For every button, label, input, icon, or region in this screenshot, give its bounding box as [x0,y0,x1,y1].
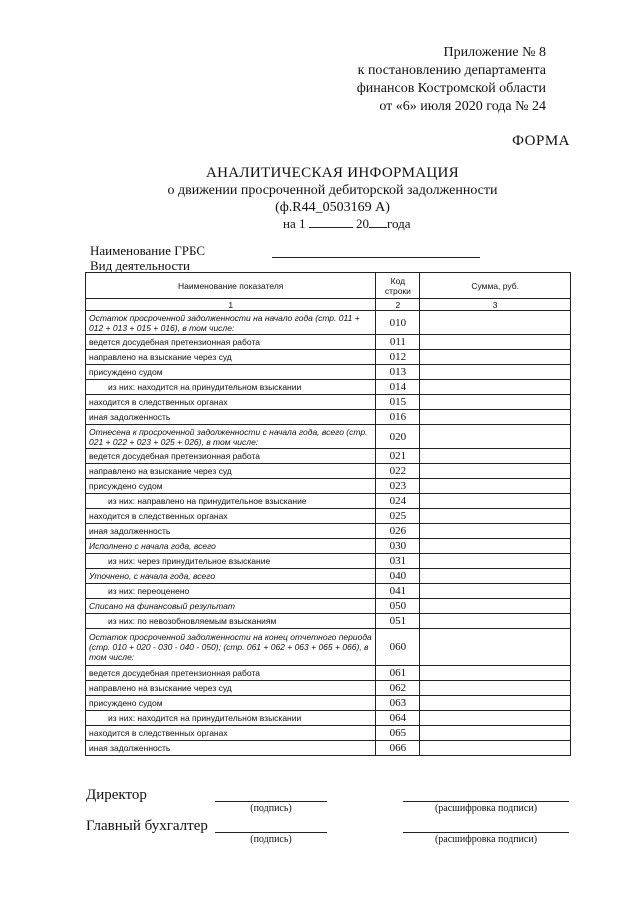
date-year-blank[interactable] [369,227,387,228]
row-indicator-name: из них: находится на принудительном взыскании [86,380,376,395]
table-row [86,380,571,395]
document-subtitle: о движении просроченной дебиторской задолженности [167,183,498,198]
table-row [86,584,571,599]
table-row [86,395,571,410]
row-sum-cell[interactable] [420,449,571,464]
table-row [86,711,571,726]
row-indicator-name: из них: по невозобновляемым взысканиям [86,614,376,629]
row-code: 060 [376,629,420,666]
row-code: 026 [376,524,420,539]
date-year: 20 [355,216,369,231]
date-prefix: на 1 [283,216,306,231]
row-indicator-name: Отнесена к просроченной задолженности с начала года, всего (стр. 021 + 022 + 023 + 025 + 026), в том числе: [86,425,376,449]
row-code: 013 [376,365,420,380]
row-indicator-name: иная задолженность [86,410,376,425]
row-code: 020 [376,425,420,449]
accountant-decoding-line[interactable] [403,832,569,833]
table-row [86,509,571,524]
row-indicator-name: Уточнено, с начала года, всего [86,569,376,584]
col-header-sum: Сумма, руб. [420,273,571,299]
form-code: (ф.R44_0503169 А) [275,200,390,215]
table-row [86,311,571,335]
document-title: АНАЛИТИЧЕСКАЯ ИНФОРМАЦИЯ [206,165,459,181]
table-row [86,666,571,681]
indicators-table [85,272,571,756]
table-row [86,494,571,509]
date-day-blank[interactable] [309,227,353,228]
row-sum-cell[interactable] [420,350,571,365]
row-code: 022 [376,464,420,479]
row-indicator-name: ведется досудебная претензионная работа [86,666,376,681]
row-code: 064 [376,711,420,726]
table-row [86,365,571,380]
row-code: 050 [376,599,420,614]
col-header-code: Код строки [376,273,420,299]
row-indicator-name: иная задолженность [86,741,376,756]
grbs-field[interactable] [272,257,480,258]
table-row [86,599,571,614]
row-indicator-name: иная задолженность [86,524,376,539]
row-sum-cell[interactable] [420,666,571,681]
col-number-3: 3 [420,299,571,311]
row-indicator-name: находится в следственных органах [86,726,376,741]
row-sum-cell[interactable] [420,380,571,395]
appendix-department: финансов Костромской области [356,81,546,96]
row-code: 040 [376,569,420,584]
table-numbering-row [86,299,571,311]
accountant-decoding-caption: (расшифровка подписи) [434,834,538,845]
table-row [86,681,571,696]
director-decoding-caption: (расшифровка подписи) [434,803,538,814]
row-code: 014 [376,380,420,395]
row-code: 063 [376,696,420,711]
table-row [86,726,571,741]
row-sum-cell[interactable] [420,479,571,494]
table-row [86,614,571,629]
row-indicator-name: направлено на взыскание через суд [86,681,376,696]
report-date [283,216,411,232]
row-sum-cell[interactable] [420,365,571,380]
row-sum-cell[interactable] [420,711,571,726]
row-indicator-name: из них: переоценено [86,584,376,599]
table-row [86,350,571,365]
table-row [86,410,571,425]
row-indicator-name: из них: направлено на принудительное взыскание [86,494,376,509]
row-code: 012 [376,350,420,365]
table-row [86,569,571,584]
table-row [86,335,571,350]
row-sum-cell[interactable] [420,410,571,425]
row-sum-cell[interactable] [420,395,571,410]
row-code: 061 [376,666,420,681]
row-sum-cell[interactable] [420,681,571,696]
row-indicator-name: присуждено судом [86,696,376,711]
director-signature-line[interactable] [215,801,327,802]
row-sum-cell[interactable] [420,425,571,449]
grbs-label: Наименование ГРБС [90,243,206,258]
activity-label: Вид деятельности [90,258,190,273]
row-sum-cell[interactable] [420,614,571,629]
row-indicator-name: направлено на взыскание через суд [86,350,376,365]
row-code: 051 [376,614,420,629]
row-sum-cell[interactable] [420,464,571,479]
table-row [86,479,571,494]
appendix-resolution: к постановлению департамента [357,63,546,78]
table-row [86,696,571,711]
row-code: 015 [376,395,420,410]
director-label: Директор [86,787,147,803]
col-number-1: 1 [86,299,376,311]
row-sum-cell[interactable] [420,554,571,569]
row-code: 031 [376,554,420,569]
row-sum-cell[interactable] [420,741,571,756]
table-row [86,554,571,569]
table-row [86,741,571,756]
row-indicator-name: направлено на взыскание через суд [86,464,376,479]
table-row [86,629,571,666]
accountant-signature-line[interactable] [215,832,327,833]
table-header-row [86,273,571,299]
row-indicator-name: находится в следственных органах [86,509,376,524]
row-indicator-name: ведется досудебная претензионная работа [86,449,376,464]
row-code: 025 [376,509,420,524]
row-code: 010 [376,311,420,335]
row-code: 030 [376,539,420,554]
row-sum-cell[interactable] [420,524,571,539]
row-sum-cell[interactable] [420,509,571,524]
table-row [86,464,571,479]
row-sum-cell[interactable] [420,696,571,711]
row-code: 021 [376,449,420,464]
row-sum-cell[interactable] [420,539,571,554]
table-row [86,449,571,464]
row-indicator-name: из них: находится на принудительном взыскании [86,711,376,726]
row-sum-cell[interactable] [420,494,571,509]
row-sum-cell[interactable] [420,335,571,350]
accountant-label: Главный бухгалтер [86,818,208,834]
row-sum-cell[interactable] [420,599,571,614]
row-indicator-name: присуждено судом [86,479,376,494]
row-indicator-name: Исполнено с начала года, всего [86,539,376,554]
row-code: 065 [376,726,420,741]
row-sum-cell[interactable] [420,311,571,335]
row-code: 011 [376,335,420,350]
table-row [86,425,571,449]
row-code: 024 [376,494,420,509]
col-header-name: Наименование показателя [86,273,376,299]
row-indicator-name: Списано на финансовый результат [86,599,376,614]
row-indicator-name: Остаток просроченной задолженности на конец отчетного периода (стр. 010 + 020 - 030 - 040 - 050); (стр. 061 + 062 + 063 + 065 + 066), в том числе: [86,629,376,666]
table-row [86,524,571,539]
row-code: 062 [376,681,420,696]
director-signature-caption: (подпись) [250,803,292,814]
row-indicator-name: присуждено судом [86,365,376,380]
appendix-date: от «6» июля 2020 года № 24 [379,99,546,114]
row-indicator-name: ведется досудебная претензионная работа [86,335,376,350]
row-code: 016 [376,410,420,425]
appendix-number: Приложение № 8 [443,45,546,60]
row-indicator-name: находится в следственных органах [86,395,376,410]
form-label: ФОРМА [512,133,570,149]
row-indicator-name: из них: через принудительное взыскание [86,554,376,569]
col-number-2: 2 [376,299,420,311]
director-decoding-line[interactable] [403,801,569,802]
row-indicator-name: Остаток просроченной задолженности на начало года (стр. 011 + 012 + 013 + 015 + 016), в том числе: [86,311,376,335]
date-suffix: года [386,216,411,231]
row-code: 023 [376,479,420,494]
row-code: 066 [376,741,420,756]
row-sum-cell[interactable] [420,726,571,741]
row-sum-cell[interactable] [420,584,571,599]
accountant-signature-caption: (подпись) [250,834,292,845]
row-sum-cell[interactable] [420,569,571,584]
table-row [86,539,571,554]
row-sum-cell[interactable] [420,629,571,666]
row-code: 041 [376,584,420,599]
